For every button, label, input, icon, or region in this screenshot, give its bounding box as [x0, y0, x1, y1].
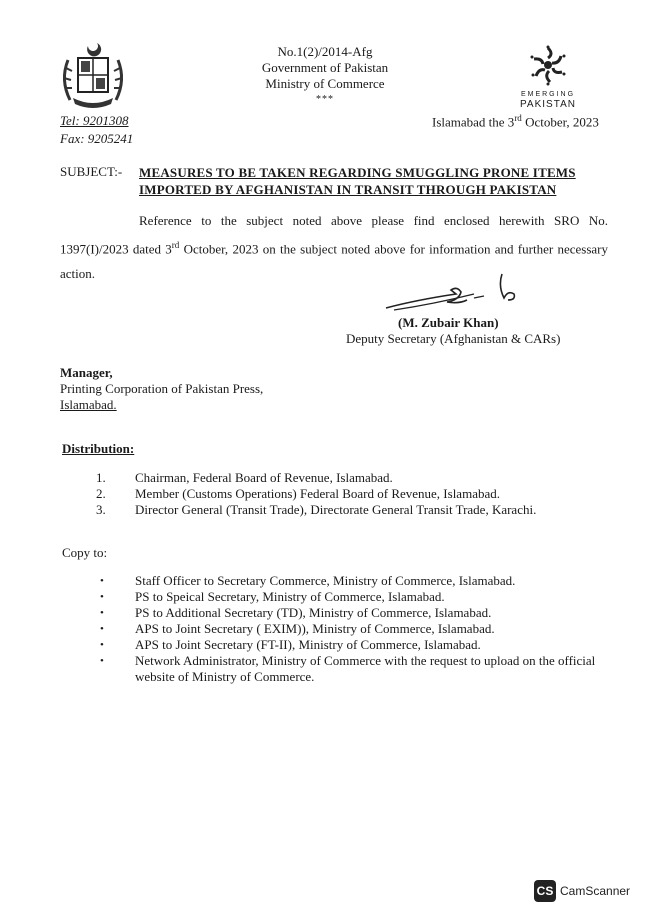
signatory-designation: Deputy Secretary (Afghanistan & CARs)	[346, 331, 561, 346]
list-item: • PS to Additional Secretary (TD), Ministry of Commerce, Islamabad.	[100, 605, 492, 620]
addressee-line-2: Printing Corporation of Pakistan Press,	[60, 381, 264, 396]
subject-text: MEASURES TO BE TAKEN REGARDING SMUGGLING PRONE ITEMS IMPORTED BY AFGHANISTAN IN TRANSIT THROUGH PAKISTAN	[139, 165, 576, 197]
camscanner-logo-icon: CS	[534, 880, 556, 902]
addressee-line-3: Islamabad.	[60, 397, 117, 412]
addressee-block	[60, 365, 263, 413]
emerging-pakistan-icon	[528, 44, 568, 86]
distribution-list	[96, 470, 536, 518]
subject-label: SUBJECT:-	[60, 164, 123, 179]
file-number: No.1(2)/2014-Afg	[277, 44, 373, 59]
bullet-icon: •	[100, 639, 104, 651]
government-emblem-icon	[58, 40, 128, 112]
signatory-name: (M. Zubair Khan)	[398, 315, 499, 330]
ministry-name: Ministry of Commerce	[265, 76, 385, 91]
copy-to-heading: Copy to:	[62, 545, 108, 560]
handwritten-signature	[384, 268, 534, 318]
list-item: • Staff Officer to Secretary Commerce, Ministry of Commerce, Islamabad.	[100, 573, 516, 588]
addressee-line-1: Manager,	[60, 365, 113, 380]
letter-heading	[240, 44, 410, 108]
body-paragraph: Reference to the subject noted above please find enclosed herewith SRO No. 1397(I)/2023 dated 3rd October, 2023 on the subject noted above for information and further necessary action.	[60, 213, 608, 282]
distribution-heading: Distribution:	[62, 441, 135, 456]
list-item: 2. Member (Customs Operations) Federal Board of Revenue, Islamabad.	[96, 486, 500, 501]
bullet-icon: •	[100, 655, 104, 667]
bullet-icon: •	[100, 591, 104, 603]
list-item: • APS to Joint Secretary (FT-II), Ministry of Commerce, Islamabad.	[100, 637, 481, 652]
emerging-pakistan-logo	[518, 44, 578, 110]
logo-small-text: EMERGING	[520, 91, 576, 98]
telephone-number: Tel: 9201308	[60, 113, 129, 128]
logo-big-text: PAKISTAN	[520, 99, 576, 110]
list-item: 3. Director General (Transit Trade), Directorate General Transit Trade, Karachi.	[96, 502, 537, 517]
bullet-icon: •	[100, 607, 104, 619]
camscanner-watermark	[534, 880, 630, 902]
copy-to-list	[100, 573, 600, 685]
fax-number: Fax: 9205241	[60, 131, 134, 146]
list-item: • APS to Joint Secretary ( EXIM)), Ministry of Commerce, Islamabad.	[100, 621, 495, 636]
list-item: • PS to Speical Secretary, Ministry of Commerce, Islamabad.	[100, 589, 445, 604]
bullet-icon: •	[100, 575, 104, 587]
list-item: 1. Chairman, Federal Board of Revenue, Islamabad.	[96, 470, 393, 485]
heading-stars: ***	[316, 94, 334, 105]
government-name: Government of Pakistan	[261, 60, 389, 75]
bullet-icon: •	[100, 623, 104, 635]
letter-date: Islamabad the 3rd October, 2023	[432, 113, 599, 130]
list-item: • Network Administrator, Ministry of Commerce with the request to upload on the official website of Ministry of Commerce.	[100, 653, 596, 684]
camscanner-label: CamScanner	[560, 884, 631, 898]
